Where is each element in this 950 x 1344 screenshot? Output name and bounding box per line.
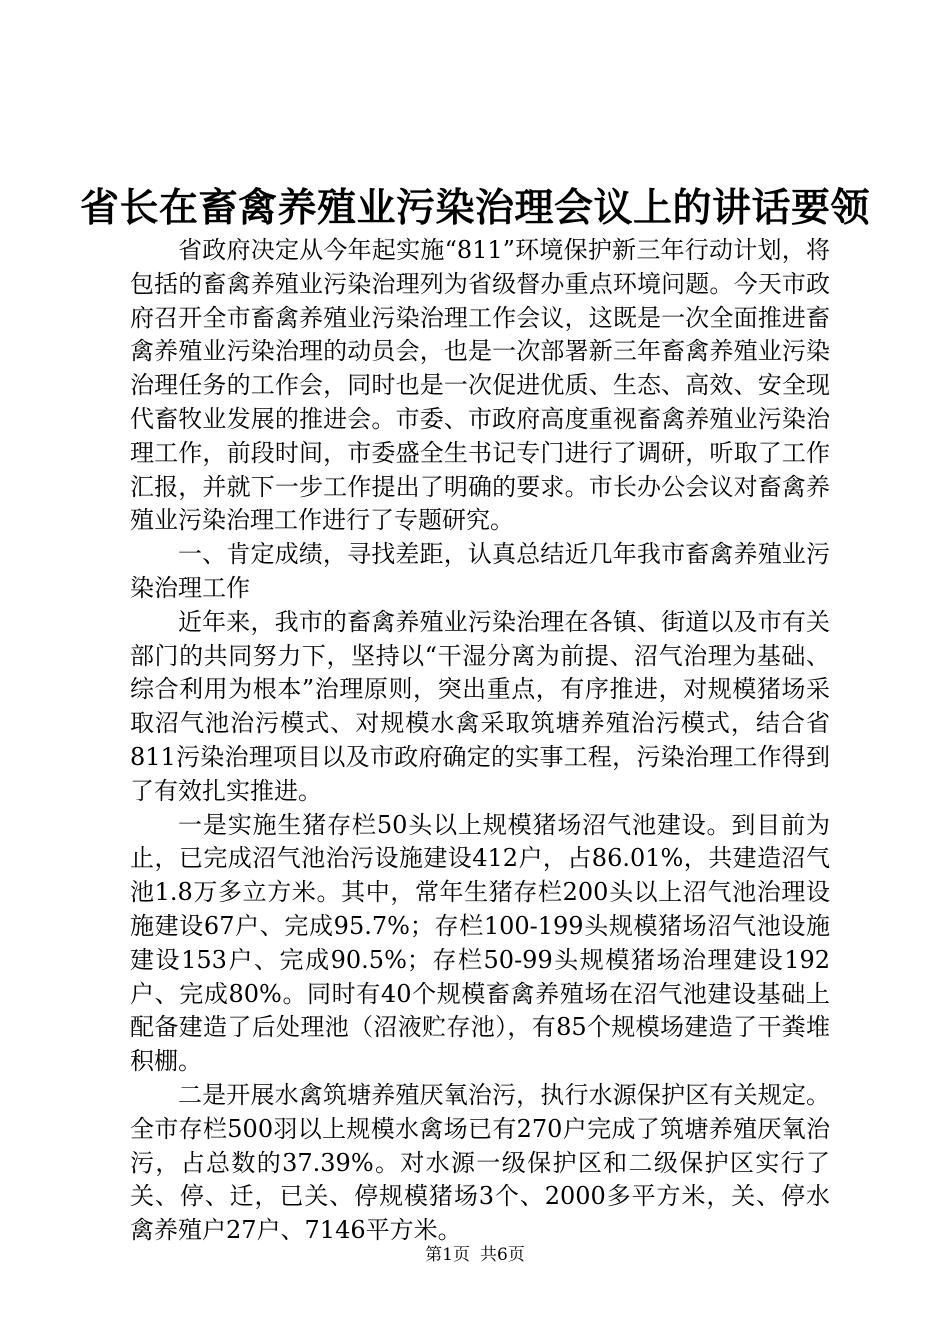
document-body xyxy=(130,234,830,1248)
paragraph-waterfowl: 二是开展水禽筑塘养殖厌氧治污，执行水源保护区有关规定。全市存栏500羽以上规模水禽场已有270户完成了筑塘养殖厌氧治污，占总数的37.39%。对水源一级保护区和二级保护区实行了关、停、迁，已关、停规模猪场3个、2000多平方米，关、停水禽养殖户27户、7146平方米。 xyxy=(130,1080,830,1245)
page-footer xyxy=(0,1243,950,1267)
paragraph-pig-farms: 一是实施生猪存栏50头以上规模猪场沼气池建设。到目前为止，已完成沼气池治污设施建设412户，占86.01%，共建造沼气池1.8万多立方米。其中，常年生猪存栏200头以上沼气池治理设施建设67户、完成95.7%；存栏100-199头规模猪场沼气池设施建设153户、完成90.5%；存栏50-99头规模猪场治理建设192户、完成80%。同时有40个规模畜禽养殖场在沼气池建设基础上配备建造了后处理池（沼液贮存池），有85个规模场建造了干粪堆积棚。 xyxy=(130,810,830,1076)
page-number: 第1页 xyxy=(425,1245,470,1265)
section-heading-1: 一、肯定成绩，寻找差距，认真总结近几年我市畜禽养殖业污染治理工作 xyxy=(130,540,830,602)
paragraph-intro: 省政府决定从今年起实施“811”环境保护新三年行动计划，将包括的畜禽养殖业污染治理列为省级督办重点环境问题。今天市政府召开全市畜禽养殖业污染治理工作会议，这既是一次全面推进畜禽养殖业污染治理的动员会，也是一次部署新三年畜禽养殖业污染治理任务的工作会，同时也是一次促进优质、生态、高效、安全现代畜牧业发展的推进会。市委、市政府高度重视畜禽养殖业污染治理工作，前段时间，市委盛全生书记专门进行了调研，听取了工作汇报，并就下一步工作提出了明确的要求。市长办公会议对畜禽养殖业污染治理工作进行了专题研究。 xyxy=(130,236,830,535)
paragraph-overview: 近年来，我市的畜禽养殖业污染治理在各镇、街道以及市有关部门的共同努力下，坚持以“干湿分离为前提、沼气治理为基础、综合利用为根本”治理原则，突出重点，有序推进，对规模猪场采取沼气池治污模式、对规模水禽采取筑塘养殖治污模式，结合省811污染治理项目以及市政府确定的实事工程，污染治理工作得到了有效扎实推进。 xyxy=(130,607,830,805)
page-total: 共6页 xyxy=(480,1245,525,1265)
document-title: 省长在畜禽养殖业污染治理会议上的讲话要领 xyxy=(79,185,870,231)
